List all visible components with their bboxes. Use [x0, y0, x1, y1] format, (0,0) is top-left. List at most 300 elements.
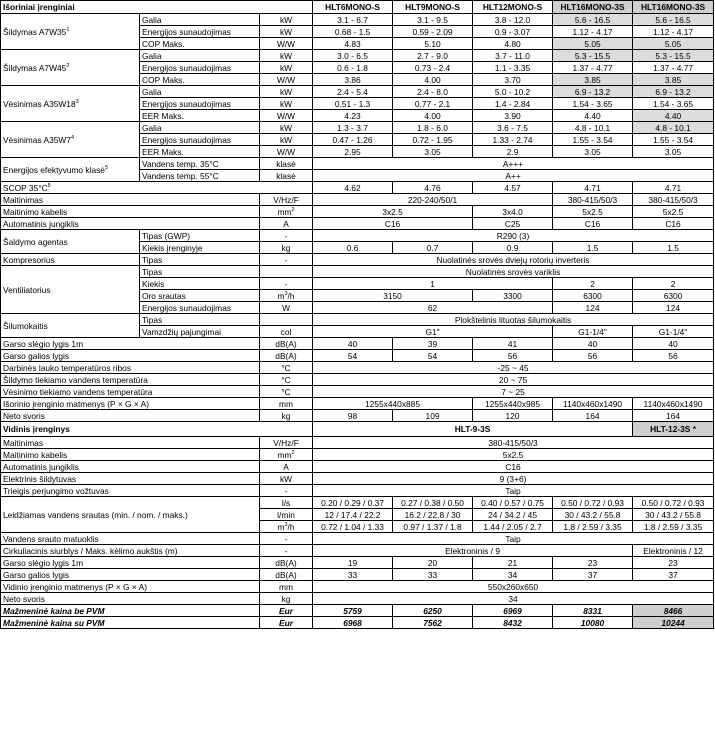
table-row — [1, 473, 714, 485]
cell: 3.8 - 12.0 — [473, 14, 553, 26]
cell: 12 / 17.4 / 22.2 — [313, 509, 393, 521]
unit: $mm^2$ — [260, 449, 313, 461]
cell: 40 — [633, 338, 714, 350]
unit: klasė — [260, 158, 313, 170]
cell: 0.47 - 1.26 — [313, 134, 393, 146]
cell: 3.1 - 9.5 — [393, 14, 473, 26]
table-row — [1, 350, 714, 362]
table-row — [1, 230, 714, 242]
cell: C16 — [633, 218, 714, 230]
unit: - — [260, 254, 313, 266]
table-row — [1, 386, 714, 398]
table-row — [1, 533, 714, 545]
row-group-label: Ventiliatorius — [1, 266, 140, 314]
indoor-title: Vidinis įrenginys — [1, 422, 313, 437]
cell: 5.10 — [393, 38, 473, 50]
param-label: Vandens temp. 35°C — [140, 158, 260, 170]
price-label: Mažmeninė kaina be PVM — [1, 605, 260, 617]
cell: 3.7 - 11.0 — [473, 50, 553, 62]
cell: 4.83 — [313, 38, 393, 50]
cell: Taip — [313, 533, 714, 545]
cell: 1.1 - 3.35 — [473, 62, 553, 74]
cell: 3.05 — [553, 146, 633, 158]
table-row — [1, 158, 714, 170]
cell: 30 / 43.2 / 55.8 — [633, 509, 714, 521]
cell: Plokštelinis lituotas šilumokaitis — [313, 314, 714, 326]
cell: 3.86 — [313, 74, 393, 86]
cell: Nuolatinės srovės dviejų rotorių inverteris — [313, 254, 714, 266]
param-label: Energijos sunaudojimas — [140, 26, 260, 38]
param-label: Energijos sunaudojimas — [140, 134, 260, 146]
unit: - — [260, 485, 313, 497]
cell: 0.27 / 0.38 / 0.50 — [393, 497, 473, 509]
model-name: HLT16MONO-3S — [633, 1, 714, 14]
cell: 3.05 — [633, 146, 714, 158]
cell: A++ — [313, 170, 714, 182]
cell: 5x2.5 — [553, 206, 633, 218]
cell: 0.6 - 1.8 — [313, 62, 393, 74]
unit: - — [260, 545, 313, 557]
table-row — [1, 122, 714, 134]
cell: 5x2.5 — [313, 449, 714, 461]
cell: 3.85 — [553, 74, 633, 86]
unit: kW — [260, 62, 313, 74]
cell: 2.4 - 5.4 — [313, 86, 393, 98]
price-cell: 7562 — [393, 617, 473, 629]
table-row — [1, 461, 714, 473]
table-row — [1, 449, 714, 461]
unit: A — [260, 218, 313, 230]
unit: mm — [260, 398, 313, 410]
cell: 56 — [553, 350, 633, 362]
table-row — [1, 254, 714, 266]
cell: 4.8 - 10.1 — [633, 122, 714, 134]
cell: 6300 — [553, 290, 633, 302]
row-label: Automatinis jungiklis — [1, 218, 260, 230]
cell: 1.44 / 2.05 / 2.7 — [473, 521, 553, 533]
unit — [260, 314, 313, 326]
table-row — [1, 218, 714, 230]
table-row — [1, 581, 714, 593]
cell: 4.76 — [393, 182, 473, 194]
unit: dB(A) — [260, 569, 313, 581]
cell: G1" — [313, 326, 553, 338]
cell: 0.20 / 0.29 / 0.37 — [313, 497, 393, 509]
unit: Eur — [260, 605, 313, 617]
cell: 39 — [393, 338, 473, 350]
cell: 550x260x650 — [313, 581, 714, 593]
cell: 54 — [313, 350, 393, 362]
cell: 1.33 - 2.74 — [473, 134, 553, 146]
param-label: Galia — [140, 122, 260, 134]
cell: 30 / 43.2 / 55.8 — [553, 509, 633, 521]
cell: 4.57 — [473, 182, 553, 194]
table-row — [1, 206, 714, 218]
cell: Taip — [313, 485, 714, 497]
table-row — [1, 182, 714, 194]
unit: l/min — [260, 509, 313, 521]
unit: col — [260, 326, 313, 338]
unit — [260, 266, 313, 278]
table-row — [1, 410, 714, 422]
param-label: Oro srautas — [140, 290, 260, 302]
row-label: Maitinimas — [1, 194, 260, 206]
price-row — [1, 617, 714, 629]
price-cell: 6968 — [313, 617, 393, 629]
table-row — [1, 14, 714, 26]
cell: 380-415/50/3 — [553, 194, 633, 206]
row-label: Darbinės lauko temperatūros ribos — [1, 362, 260, 374]
cell: 1.5 — [633, 242, 714, 254]
cell: 0.51 - 1.3 — [313, 98, 393, 110]
row-label: Vandens srauto matuoklis — [1, 533, 260, 545]
param-label: Kiekis įrenginyje — [140, 242, 260, 254]
cell: 1.3 - 3.7 — [313, 122, 393, 134]
row-group-label: Šaldymo agentas — [1, 230, 140, 254]
cell: C16 — [313, 461, 714, 473]
cell: 380-415/50/3 — [313, 437, 714, 449]
row-label: Garso slėgio lygis 1m — [1, 338, 260, 350]
unit: V/Hz/F — [260, 437, 313, 449]
cell: 1 — [313, 278, 553, 290]
table-row — [1, 86, 714, 98]
row-label: Neto svoris — [1, 410, 260, 422]
table-row — [1, 497, 714, 509]
param-label: Tipas — [140, 266, 260, 278]
cell: 33 — [393, 569, 473, 581]
unit: kW — [260, 14, 313, 26]
unit: dB(A) — [260, 350, 313, 362]
cell: 5.3 - 15.5 — [633, 50, 714, 62]
cell: 0.7 — [393, 242, 473, 254]
unit: kW — [260, 473, 313, 485]
cell: 23 — [633, 557, 714, 569]
cell: 164 — [553, 410, 633, 422]
cell: 3.05 — [393, 146, 473, 158]
cell: 33 — [313, 569, 393, 581]
row-label: Garso galios lygis — [1, 569, 260, 581]
row-label: Neto svoris — [1, 593, 260, 605]
row-label: Trieigis perjungimo vožtuvas — [1, 485, 260, 497]
model-name: HLT9MONO-S — [393, 1, 473, 14]
cell: Elektroninis / 9 — [313, 545, 633, 557]
unit: Eur — [260, 617, 313, 629]
param-label: Galia — [140, 14, 260, 26]
unit: - — [260, 278, 313, 290]
param-label: Energijos sunaudojimas — [140, 98, 260, 110]
cell: 9 (3+6) — [313, 473, 714, 485]
table-row — [1, 545, 714, 557]
cell: 5.05 — [553, 38, 633, 50]
table-row — [1, 266, 714, 278]
unit: $m^3/h$ — [260, 521, 313, 533]
cell: 4.23 — [313, 110, 393, 122]
cell: 4.40 — [633, 110, 714, 122]
cell: 5.6 - 16.5 — [633, 14, 714, 26]
row-group-label: Leidžiamas vandens srautas (min. / nom. / maks.) — [1, 497, 260, 533]
param-label: Kiekis — [140, 278, 260, 290]
row-group-label: Šilumokaitis — [1, 314, 140, 338]
cell: 3.90 — [473, 110, 553, 122]
unit: kW — [260, 134, 313, 146]
cell: 0.50 / 0.72 / 0.93 — [633, 497, 714, 509]
unit: A — [260, 461, 313, 473]
indoor-model-name: HLT-9-3S — [313, 422, 633, 437]
cell: 1.37 - 4.77 — [633, 62, 714, 74]
price-cell: 5759 — [313, 605, 393, 617]
cell: 34 — [473, 569, 553, 581]
cell: 2.95 — [313, 146, 393, 158]
row-label: Garso slėgio lygis 1m — [1, 557, 260, 569]
cell: 4.80 — [473, 38, 553, 50]
cell: 4.40 — [553, 110, 633, 122]
cell: 124 — [553, 302, 633, 314]
unit: - — [260, 230, 313, 242]
cell: 21 — [473, 557, 553, 569]
cell: G1-1/4" — [633, 326, 714, 338]
cell: 5x2.5 — [633, 206, 714, 218]
cell: 2.9 — [473, 146, 553, 158]
table-row — [1, 194, 714, 206]
table-row — [1, 557, 714, 569]
cell: Nuolatinės srovės variklis — [313, 266, 714, 278]
unit: - — [260, 533, 313, 545]
indoor-header-row — [1, 422, 714, 437]
param-label: Tipas — [140, 254, 260, 266]
cell: R290 (3) — [313, 230, 714, 242]
cell: 1.4 - 2.84 — [473, 98, 553, 110]
price-cell: 6250 — [393, 605, 473, 617]
unit: °C — [260, 386, 313, 398]
unit: V/Hz/F — [260, 194, 313, 206]
cell: 1.55 - 3.54 — [553, 134, 633, 146]
model-name: HLT6MONO-S — [313, 1, 393, 14]
row-label: Kompresorius — [1, 254, 140, 266]
param-label: EER Maks. — [140, 146, 260, 158]
unit: kW — [260, 86, 313, 98]
cell: 2 — [553, 278, 633, 290]
cell: 4.71 — [553, 182, 633, 194]
cell: 4.8 - 10.1 — [553, 122, 633, 134]
table-row — [1, 593, 714, 605]
cell: 3.1 - 6.7 — [313, 14, 393, 26]
cell: 5.6 - 16.5 — [553, 14, 633, 26]
price-cell: 10080 — [553, 617, 633, 629]
cell: 1.12 - 4.17 — [553, 26, 633, 38]
row-label: Cirkuliacinis siurblys / Maks. kėlimo aukštis (m) — [1, 545, 260, 557]
cell: C25 — [473, 218, 553, 230]
cell: 62 — [313, 302, 553, 314]
table-row — [1, 374, 714, 386]
unit: W/W — [260, 38, 313, 50]
cell: 24 / 34.2 / 45 — [473, 509, 553, 521]
cell: 0.72 - 1.95 — [393, 134, 473, 146]
price-label: Mažmeninė kaina su PVM — [1, 617, 260, 629]
row-label: Vėsinimo tiekiamo vandens temperatūra — [1, 386, 260, 398]
cell: 19 — [313, 557, 393, 569]
row-label: Šildymo tiekiamo vandens temperatūra — [1, 374, 260, 386]
unit: kg — [260, 410, 313, 422]
cell: 1.12 - 4.17 — [633, 26, 714, 38]
cell: 3x2.5 — [313, 206, 473, 218]
cell: 40 — [553, 338, 633, 350]
outdoor-title: Išoriniai įrenginiai — [1, 1, 313, 14]
unit: °C — [260, 374, 313, 386]
cell: 4.00 — [393, 110, 473, 122]
row-group-label: Vėsinimas $A35W18^3$ — [1, 86, 140, 122]
row-label: SCOP $35^\circ C^5$ — [1, 182, 313, 194]
unit: klasė — [260, 170, 313, 182]
price-cell: 8331 — [553, 605, 633, 617]
cell: 3150 — [313, 290, 473, 302]
cell: C16 — [553, 218, 633, 230]
price-cell: 6969 — [473, 605, 553, 617]
cell: 20 ~ 75 — [313, 374, 714, 386]
cell: 0.68 - 1.5 — [313, 26, 393, 38]
param-label: Tipas (GWP) — [140, 230, 260, 242]
param-label: Energijos sunaudojimas — [140, 62, 260, 74]
param-label: COP Maks. — [140, 74, 260, 86]
unit: kg — [260, 242, 313, 254]
cell: 56 — [473, 350, 553, 362]
table-row — [1, 569, 714, 581]
table-row — [1, 338, 714, 350]
cell: 1.8 - 6.0 — [393, 122, 473, 134]
cell: 2.7 - 9.0 — [393, 50, 473, 62]
table-row — [1, 437, 714, 449]
cell: 1140x460x1490 — [633, 398, 714, 410]
cell: 40 — [313, 338, 393, 350]
cell: 4.62 — [313, 182, 393, 194]
cell: 1255x440x885 — [313, 398, 473, 410]
row-group-label: Energijos efektyvumo klasė$^5$ — [1, 158, 140, 182]
table-row — [1, 314, 714, 326]
cell: 6.9 - 13.2 — [553, 86, 633, 98]
row-group-label: Šildymas $A7W35^1$ — [1, 14, 140, 50]
unit: W/W — [260, 110, 313, 122]
cell: 1.8 / 2.59 / 3.35 — [553, 521, 633, 533]
unit: kW — [260, 98, 313, 110]
cell: 3x4.0 — [473, 206, 553, 218]
cell: 6.9 - 13.2 — [633, 86, 714, 98]
price-cell: 10244 — [633, 617, 714, 629]
row-label: Išorinio įrenginio matmenys (P × G × A) — [1, 398, 260, 410]
cell: 2 — [633, 278, 714, 290]
param-label: EER Maks. — [140, 110, 260, 122]
cell: 1.8 / 2.59 / 3.35 — [633, 521, 714, 533]
cell: 34 — [313, 593, 714, 605]
cell: 5.0 - 10.2 — [473, 86, 553, 98]
unit: dB(A) — [260, 557, 313, 569]
model-name: HLT16MONO-3S — [553, 1, 633, 14]
cell: 5.05 — [633, 38, 714, 50]
unit: W/W — [260, 146, 313, 158]
row-label: Maitinimas — [1, 437, 260, 449]
cell: G1-1/4" — [553, 326, 633, 338]
cell: 0.59 - 2.09 — [393, 26, 473, 38]
cell: 3.6 - 7.5 — [473, 122, 553, 134]
cell: 0.77 - 2.1 — [393, 98, 473, 110]
unit: W — [260, 302, 313, 314]
cell: 4.00 — [393, 74, 473, 86]
price-cell: 8432 — [473, 617, 553, 629]
cell: 37 — [553, 569, 633, 581]
unit: $m^3/h$ — [260, 290, 313, 302]
table-row — [1, 362, 714, 374]
param-label: Vamzdžių pajungimai — [140, 326, 260, 338]
row-label: Maitinimo kabelis — [1, 449, 260, 461]
cell: 3.0 - 6.5 — [313, 50, 393, 62]
param-label: Vandens temp. 55°C — [140, 170, 260, 182]
cell: 1.55 - 3.54 — [633, 134, 714, 146]
cell: C16 — [313, 218, 473, 230]
cell: A+++ — [313, 158, 714, 170]
param-label: COP Maks. — [140, 38, 260, 50]
cell: 4.71 — [633, 182, 714, 194]
cell: 56 — [633, 350, 714, 362]
cell: 1.37 - 4.77 — [553, 62, 633, 74]
param-label: Galia — [140, 50, 260, 62]
cell: 0.50 / 0.72 / 0.93 — [553, 497, 633, 509]
cell: 23 — [553, 557, 633, 569]
cell: 1.54 - 3.65 — [633, 98, 714, 110]
cell: 3.85 — [633, 74, 714, 86]
cell: 37 — [633, 569, 714, 581]
table-row — [1, 485, 714, 497]
cell: 1255x440x985 — [473, 398, 553, 410]
cell: 5.3 - 15.5 — [553, 50, 633, 62]
unit: kW — [260, 26, 313, 38]
outdoor-header-row — [1, 1, 714, 14]
unit: W/W — [260, 74, 313, 86]
unit: mm — [260, 581, 313, 593]
unit: kW — [260, 122, 313, 134]
cell: 41 — [473, 338, 553, 350]
param-label: Energijos sunaudojimas — [140, 302, 260, 314]
row-label: Maitinimo kabelis — [1, 206, 260, 218]
cell: 0.97 / 1.37 / 1.8 — [393, 521, 473, 533]
cell: 0.40 / 0.57 / 0.75 — [473, 497, 553, 509]
price-cell: 8466 — [633, 605, 714, 617]
unit: °C — [260, 362, 313, 374]
cell: 20 — [393, 557, 473, 569]
table-row — [1, 50, 714, 62]
cell: 0.6 — [313, 242, 393, 254]
cell: 1140x460x1490 — [553, 398, 633, 410]
unit: $mm^2$ — [260, 206, 313, 218]
cell: 0.73 - 2.4 — [393, 62, 473, 74]
indoor-model-name: HLT-12-3S * — [633, 422, 714, 437]
row-group-label: Šildymas $A7W45^2$ — [1, 50, 140, 86]
price-row — [1, 605, 714, 617]
cell: 0.9 - 3.07 — [473, 26, 553, 38]
cell: 0.72 / 1.04 / 1.33 — [313, 521, 393, 533]
cell: 3300 — [473, 290, 553, 302]
row-label: Garso galios lygis — [1, 350, 260, 362]
cell: 120 — [473, 410, 553, 422]
cell: 1.5 — [553, 242, 633, 254]
model-name: HLT12MONO-S — [473, 1, 553, 14]
unit: dB(A) — [260, 338, 313, 350]
param-label: Galia — [140, 86, 260, 98]
cell: 3.70 — [473, 74, 553, 86]
cell: 1.54 - 3.65 — [553, 98, 633, 110]
param-label: Tipas — [140, 314, 260, 326]
cell: -25 ~ 45 — [313, 362, 714, 374]
cell: 6300 — [633, 290, 714, 302]
cell: 124 — [633, 302, 714, 314]
row-label: Elektrinis šildytuvas — [1, 473, 260, 485]
